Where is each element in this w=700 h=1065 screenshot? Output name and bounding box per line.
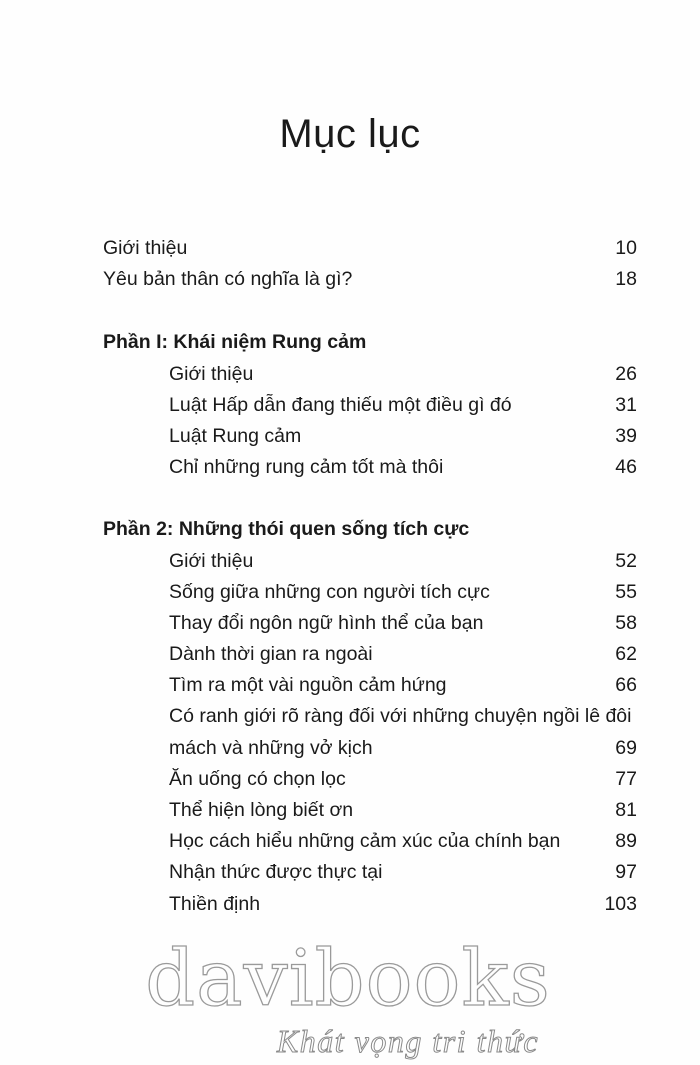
toc-entry-page: 46 — [615, 456, 637, 479]
toc-entry-page: 69 — [615, 736, 637, 759]
toc-entry-page: 10 — [615, 237, 637, 259]
toc-entry-label: Chỉ những rung cảm tốt mà thôi — [169, 456, 444, 479]
part-2-heading — [103, 514, 637, 545]
toc-entry-page: 62 — [615, 643, 637, 666]
toc-entry — [103, 359, 637, 390]
toc-entry — [103, 577, 637, 608]
toc-entry — [103, 233, 637, 264]
part-heading-label: Phần 2: Những thói quen sống tích cực — [103, 518, 470, 541]
toc-entry-label: Yêu bản thân có nghĩa là gì? — [103, 268, 353, 291]
toc-entry-page: 58 — [615, 611, 637, 634]
toc-entry-page: 39 — [615, 424, 637, 447]
toc-entry-page: 66 — [615, 674, 637, 697]
toc-entry-label: Có ranh giới rõ ràng đối với những chuyện ngồi lê đôi — [169, 705, 632, 728]
toc-entry-label: Giới thiệu — [103, 237, 188, 259]
toc-entry — [103, 795, 637, 826]
toc-entry — [103, 639, 637, 670]
toc-entry-label: Thể hiện lòng biết ơn — [169, 799, 354, 821]
toc-entry-page: 52 — [615, 549, 637, 572]
toc-entry-page: 89 — [615, 830, 637, 853]
table-of-contents — [103, 233, 637, 920]
toc-entry-label: mách và những vở kịch — [169, 736, 373, 759]
toc-entry-page: 55 — [615, 580, 637, 603]
toc-entry-label: Luật Hấp dẫn đang thiếu một điều gì đó — [169, 393, 512, 416]
toc-entry — [103, 764, 637, 795]
toc-entry — [103, 826, 637, 857]
toc-entry-page: 31 — [615, 393, 637, 416]
toc-entry-label: Ăn uống có chọn lọc — [169, 767, 346, 790]
toc-entry-page: 26 — [615, 362, 637, 385]
toc-entry-label: Tìm ra một vài nguồn cảm hứng — [169, 674, 447, 697]
page-title: Mục lục — [279, 112, 421, 156]
watermark-brand: davibooks — [145, 934, 551, 1024]
toc-entry-label: Học cách hiểu những cảm xúc của chính bạn — [169, 830, 561, 853]
toc-entry-label: Luật Rung cảm — [169, 424, 302, 447]
toc-entry — [103, 857, 637, 888]
toc-entry-label: Sống giữa những con người tích cực — [169, 580, 490, 603]
toc-entry — [103, 452, 637, 483]
toc-entry — [103, 546, 637, 577]
toc-entry-label: Thiền định — [169, 892, 261, 915]
part-heading-label: Phần I: Khái niệm Rung cảm — [103, 331, 367, 354]
toc-entry-page: 103 — [604, 892, 637, 915]
toc-entry-page: 77 — [615, 767, 637, 790]
toc-entry-label: Thay đổi ngôn ngữ hình thể của bạn — [169, 611, 484, 634]
toc-entry — [103, 608, 637, 639]
toc-entry — [103, 889, 637, 920]
toc-entry-label: Dành thời gian ra ngoài — [169, 643, 373, 666]
toc-entry-label: Giới thiệu — [169, 362, 254, 385]
toc-entry-page: 97 — [615, 861, 637, 884]
toc-entry-page: 18 — [615, 268, 637, 291]
toc-entry — [103, 670, 637, 701]
toc-entry-label: Giới thiệu — [169, 549, 254, 572]
toc-entry-label: Nhận thức được thực tại — [169, 861, 383, 884]
toc-entry — [103, 390, 637, 421]
toc-entry-page: 81 — [615, 799, 637, 821]
watermark-tagline: Khát vọng tri thức — [276, 1023, 540, 1059]
toc-entry — [103, 264, 637, 295]
toc-entry — [103, 421, 637, 452]
toc-entry — [103, 701, 637, 732]
toc-entry — [103, 733, 637, 764]
part-1-heading — [103, 327, 637, 358]
